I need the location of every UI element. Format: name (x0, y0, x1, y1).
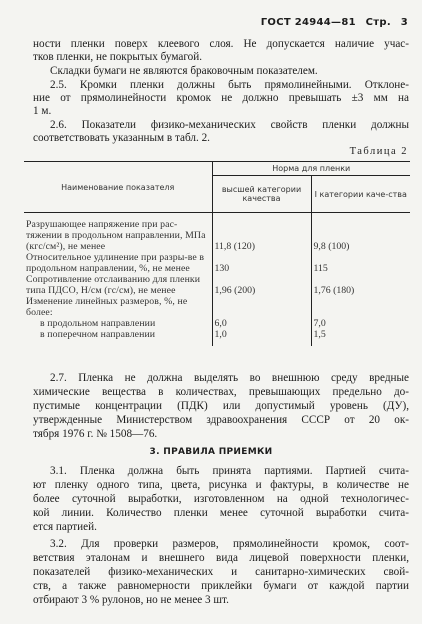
text-line: утвержденные Министерством здравоохранения СССР от 20 ок- (33, 414, 409, 426)
text-line: тября 1976 г. № 1508—76. (33, 428, 158, 440)
value-first (311, 296, 410, 318)
row-name: Сопротивление отслаиванию для пленки типа ПДСО, Н/см (гс/см), не менее (26, 274, 201, 296)
row-name: Разрушающее напряжение при рас-тяжении в продольном направлении, МПа (кгс/см²), не менее (26, 219, 206, 252)
value-first: 1,5 (311, 329, 410, 340)
value-first: 7,0 (311, 318, 410, 329)
text-line: 2.6. Показатели физико-механических свойств пленки должны (50, 119, 409, 131)
text-line: 2.5. Кромки пленки должны быть прямолинейными. Отклоне- (50, 79, 409, 91)
text-line: более суточной выработки, изготовленном на одной технологичес- (33, 493, 409, 505)
page-header (255, 17, 408, 28)
row-name: Изменение линейных размеров, %, не более: (26, 296, 188, 318)
value-high: 130 (212, 252, 311, 274)
value-high: 6,0 (212, 318, 311, 329)
row-name: в поперечном направлении (40, 329, 156, 340)
text-line: Складки бумаги не являются браковочным показателем. (50, 65, 318, 77)
table-row (24, 219, 410, 252)
text-line: пустимые концентрации (ПДК) или допустимый уровень (ДУ), (33, 400, 409, 412)
value-high: 1,0 (212, 329, 311, 340)
value-high: 1,96 (200) (212, 274, 311, 296)
text-line: ности пленки поверх клеевого слоя. Не допускается наличие учас- (33, 38, 409, 50)
value-first: 1,76 (180) (311, 274, 410, 296)
value-high: 11,8 (120) (212, 219, 311, 252)
text-line: 3.1. Пленка должна быть принята партиями. Партией счита- (50, 465, 409, 477)
value-first: 9,8 (100) (311, 219, 410, 252)
text-line: показателей физико-механических и санитарно-химических свой- (33, 566, 409, 578)
page-number: 3 (400, 17, 408, 28)
col-header-name: Наименование показателя (24, 162, 212, 213)
row-name: в продольном направлении (40, 318, 156, 329)
table-row (24, 296, 410, 318)
value-first: 115 (311, 252, 410, 274)
table-caption: Таблица 2 (349, 146, 408, 157)
text-line: кой линии. Количество пленки менее суточной выработки счита- (33, 507, 409, 519)
table-row (24, 329, 410, 340)
properties-table (24, 161, 410, 346)
text-line: тков пленки, не покрытых бумагой. (33, 51, 203, 63)
value-high (212, 296, 311, 318)
table-row (24, 274, 410, 296)
text-line: соответствовать указанным в табл. 2. (33, 132, 210, 144)
text-line: 3.2. Для проверки размеров, прямолинейности кромок, соот- (50, 538, 409, 550)
text-line: ют пленку одного типа, цвета, рисунка и фактуры, в количестве не (33, 479, 409, 491)
text-line: ется партией. (33, 521, 97, 533)
page-label: Стр. (365, 17, 391, 28)
standard-number: ГОСТ 24944—81 (260, 17, 356, 28)
text-line: ветствия эталонам и внешнего вида лицевой поверхности пленки, (33, 552, 409, 564)
text-line: химические вещества в количествах, превышающих предельно до- (33, 386, 409, 398)
text-line: 1 м. (33, 105, 52, 117)
col-header-norm: Норма для пленки (212, 162, 410, 176)
col-header-high-category: высшей категории качества (212, 176, 311, 213)
text-line: 2.7. Пленка не должна выделять во внешнюю среду вредные (50, 372, 409, 384)
text-line: ние от прямолинейности кромок не должно превышать ±3 мм на (33, 92, 409, 104)
row-name: Относительное удлинение при разры-ве в продольном направлении, %, не менее (26, 252, 205, 274)
col-header-first-category: I категории каче-ства (311, 176, 410, 213)
text-line: отбирают 3 % рулонов, но не менее 3 шт. (33, 594, 229, 606)
table-row (24, 252, 410, 274)
text-line: ств, а также равномерности приклейки бумаги от каждой партии (33, 580, 409, 592)
section-title: 3. ПРАВИЛА ПРИЕМКИ (149, 447, 273, 457)
table-row (24, 318, 410, 329)
